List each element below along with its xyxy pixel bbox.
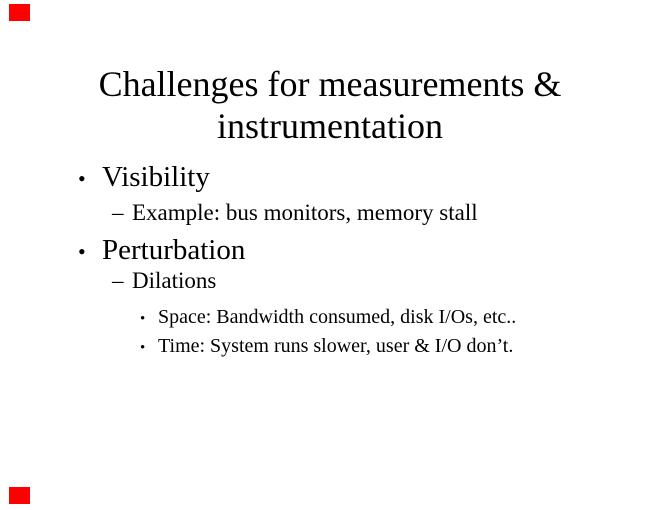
slide-title bbox=[0, 63, 660, 147]
sub-sub-bullet-space bbox=[140, 307, 516, 329]
slide-title-line-1: Challenges for measurements & bbox=[98, 64, 562, 104]
dash-icon: – bbox=[112, 200, 124, 225]
bullet-text: Example: bus monitors, memory stall bbox=[132, 200, 478, 225]
bullet-text: Perturbation bbox=[102, 234, 246, 266]
bullet-icon: • bbox=[140, 311, 146, 327]
bullet-text: Space: Bandwidth consumed, disk I/Os, etc.. bbox=[158, 306, 517, 328]
sub-bullet-dilations bbox=[112, 269, 216, 292]
bullet-icon: • bbox=[78, 239, 86, 264]
bullet-text: Dilations bbox=[132, 268, 217, 293]
bullet-icon: • bbox=[140, 340, 146, 356]
red-square-decoration-bottom-left bbox=[9, 487, 30, 504]
red-square-decoration-top-left bbox=[9, 4, 30, 21]
slide-title-line-2: instrumentation bbox=[217, 106, 443, 146]
bullet-perturbation bbox=[78, 236, 245, 266]
sub-sub-bullet-time bbox=[140, 336, 513, 358]
bullet-text: Time: System runs slower, user & I/O don’t. bbox=[158, 335, 514, 357]
bullet-visibility bbox=[78, 163, 210, 193]
bullet-icon: • bbox=[78, 166, 86, 191]
sub-bullet-example bbox=[112, 201, 478, 224]
dash-icon: – bbox=[112, 268, 124, 293]
bullet-text: Visibility bbox=[102, 161, 210, 193]
